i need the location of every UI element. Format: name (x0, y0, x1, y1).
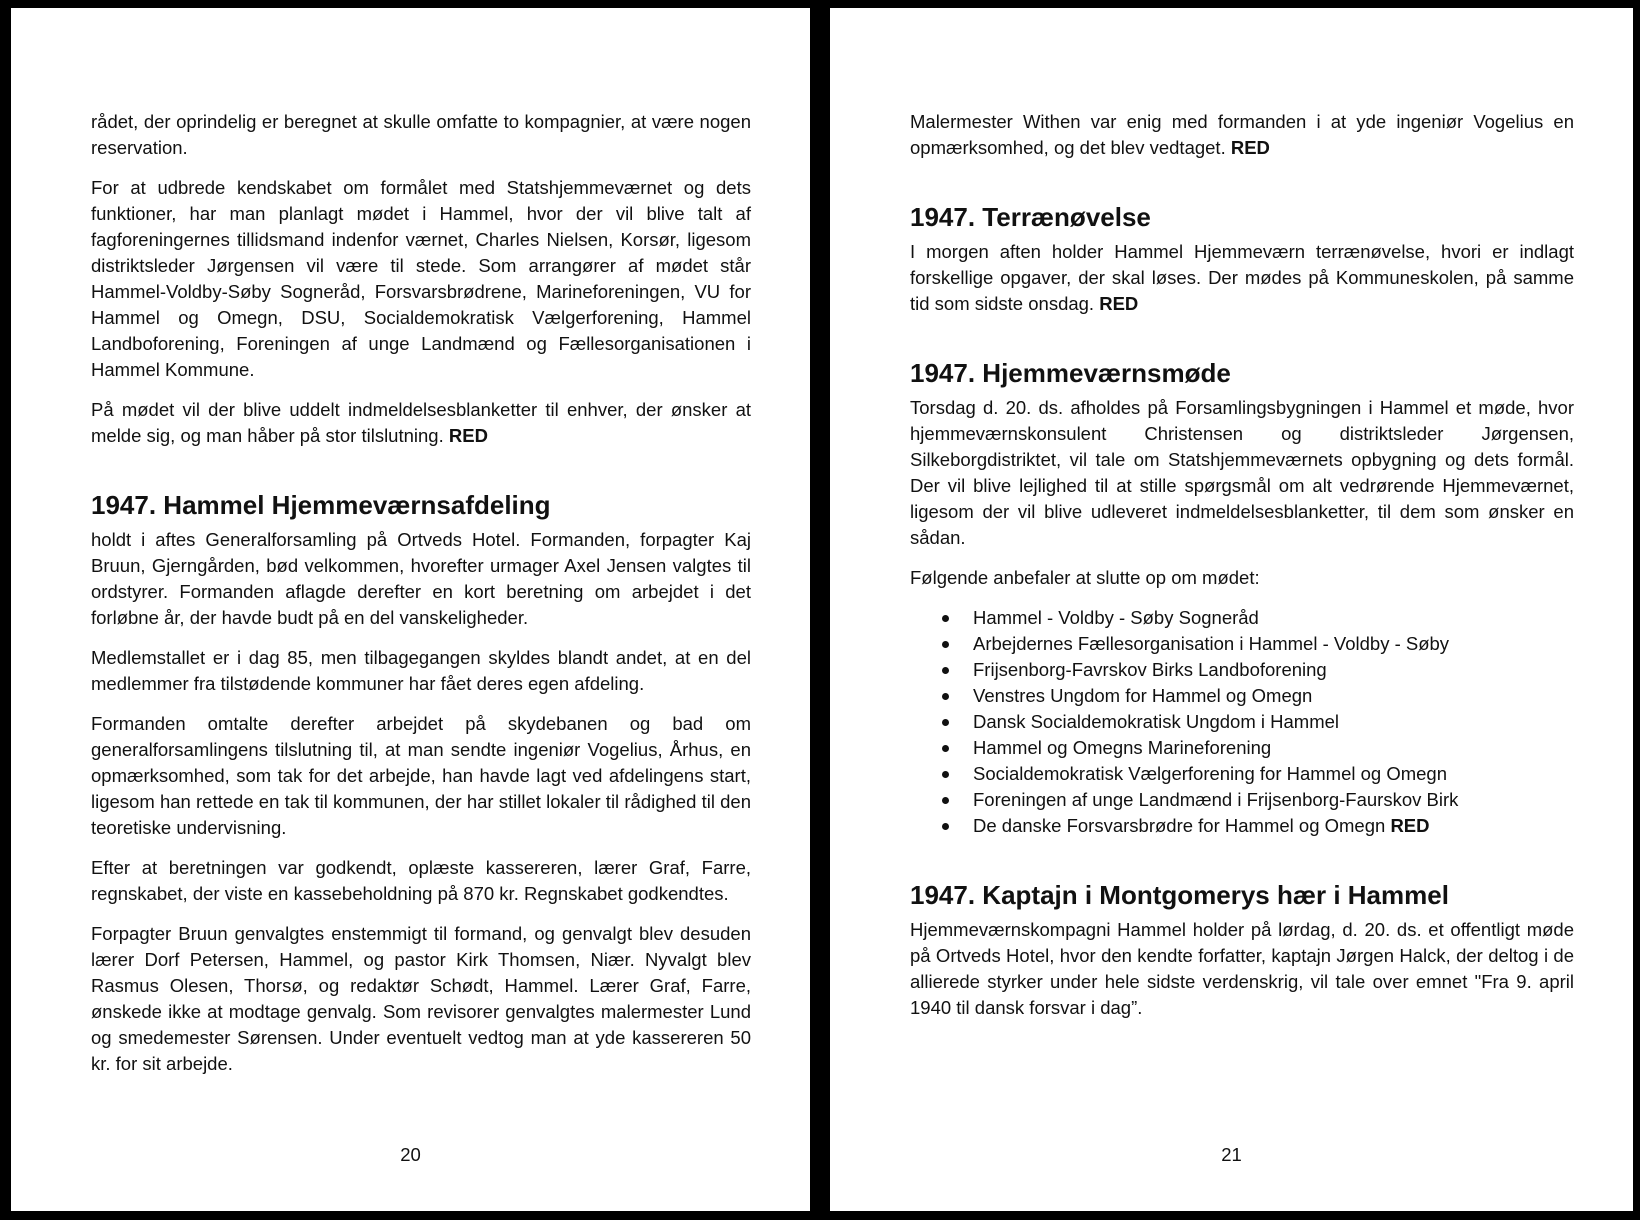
section-heading: 1947. Hjemmeværnsmøde (910, 358, 1231, 388)
bullet-icon (942, 771, 949, 778)
paragraph: holdt i aftes Generalforsamling på Ortveds Hotel. Formanden, forpagter Kaj Bruun, Gjerngården, bød velkommen, hvorefter urmager Axel Jensen valgtes til ordstyrer. Formanden aflagde derefter en kort beretning om arbejdet i det forløbne år, der havde budt på en del vanskeligheder. (91, 529, 751, 628)
list-item-text: Arbejdernes Fællesorganisation i Hammel - Voldby - Søby (973, 633, 1450, 654)
red-tag: RED (1390, 815, 1430, 836)
paragraph-text: I morgen aften holder Hammel Hjemmeværn terrænøvelse, hvori er indlagt forskellige opgaver, der skal løses. Der mødes på Kommuneskolen, på samme tid som sidste onsdag. (910, 241, 1574, 314)
section-heading: 1947. Kaptajn i Montgomerys hær i Hammel (910, 880, 1449, 910)
list-item (942, 787, 1574, 813)
paragraph: Torsdag d. 20. ds. afholdes på Forsamlingsbygningen i Hammel et møde, hvor hjemmeværnskonsulent Christensen og distriktsleder Jørgensen, Silkeborgdistriktet, vil tale om Statshjemmeværnets opbygning og dets formål. Der vil blive lejlighed til at stille spørgsmål om alt vedrørende Hjemmeværnet, ligesom der vil blive udleveret indmeldelsesblanketter, til dem som ønsker en sådan. (910, 397, 1574, 548)
bullet-icon (942, 797, 949, 804)
list-item-text: Hammel - Voldby - Søby Sogneråd (973, 607, 1259, 628)
list-item-text: Venstres Ungdom for Hammel og Omegn (973, 685, 1313, 706)
section-heading: 1947. Terrænøvelse (910, 202, 1151, 232)
list-item-text: Dansk Socialdemokratisk Ungdom i Hammel (973, 711, 1340, 732)
paragraph: Formanden omtalte derefter arbejdet på skydebanen og bad om generalforsamlingens tilslutning til, at man sendte ingeniør Vogelius, Århus, en opmærksomhed, som tak for det arbejde, han havde lagt ved afdelingens start, ligesom han rettede en tak til kommunen, der har stillet lokaler til rådighed til den teoretiske undervisning. (91, 713, 751, 838)
list-intro: Følgende anbefaler at slutte op om mødet: (910, 567, 1260, 588)
red-tag: RED (1230, 137, 1270, 158)
right-page-content (910, 109, 1574, 1035)
list-item (942, 735, 1574, 761)
paragraph: Medlemstallet er i dag 85, men tilbagegangen skyldes blandt andet, at en del medlemmer fra tilstødende kommuner har fået deres egen afdeling. (91, 647, 751, 694)
list-item-text: Socialdemokratisk Vælgerforening for Hammel og Omegn (973, 763, 1448, 784)
bullet-icon (942, 667, 949, 674)
left-page-content (91, 109, 751, 1091)
list-item (942, 657, 1574, 683)
red-tag: RED (1099, 293, 1139, 314)
list-item (942, 631, 1574, 657)
right-page (830, 8, 1633, 1211)
section-heading: 1947. Hammel Hjemmeværnsafdeling (91, 490, 551, 520)
paragraph: Hjemmeværnskompagni Hammel holder på lørdag, d. 20. ds. et offentligt møde på Ortveds Hotel, hvor den kendte forfatter, kaptajn Jørgen Halck, der deltog i de allierede styrker under hele sidste verdenskrig, vil tale over emnet "Fra 9. april 1940 til dansk forsvar i dag”. (910, 919, 1574, 1018)
organization-list (910, 605, 1574, 839)
page-number: 20 (400, 1144, 421, 1165)
bullet-icon (942, 745, 949, 752)
page-number: 21 (1221, 1144, 1242, 1165)
paragraph-text: På mødet vil der blive uddelt indmeldelsesblanketter til enhver, der ønsker at melde sig, og man håber på stor tilslutning. (91, 399, 751, 446)
bullet-icon (942, 719, 949, 726)
list-item (942, 813, 1574, 839)
list-item-text: Frijsenborg-Favrskov Birks Landboforening (973, 659, 1327, 680)
paragraph-text: Malermester Withen var enig med formanden i at yde ingeniør Vogelius en opmærksomhed, og det blev vedtaget. (910, 111, 1574, 158)
list-item (942, 605, 1574, 631)
paragraph: Forpagter Bruun genvalgtes enstemmigt til formand, og genvalgt blev desuden lærer Dorf Petersen, Hammel, og pastor Kirk Thomsen, Niær. Nyvalgt blev Rasmus Olesen, Thorsø, og redaktør Schødt, Hammel. Lærer Graf, Farre, ønskede ikke at modtage genvalg. Som revisorer genvalgtes malermester Lund og smedemester Sørensen. Under eventuelt vedtog man at yde kassereren 50 kr. for sit arbejde. (91, 923, 751, 1074)
paragraph: rådet, der oprindelig er beregnet at skulle omfatte to kompagnier, at være nogen reservation. (91, 111, 751, 158)
list-item-text: Foreningen af unge Landmænd i Frijsenborg-Faurskov Birk (973, 789, 1459, 810)
left-page (11, 8, 810, 1211)
list-item (942, 761, 1574, 787)
bullet-icon (942, 693, 949, 700)
paragraph (91, 397, 751, 449)
red-tag: RED (448, 425, 488, 446)
list-item-text: Hammel og Omegns Marineforening (973, 737, 1272, 758)
paragraph: For at udbrede kendskabet om formålet med Statshjemmeværnet og dets funktioner, har man planlagt mødet i Hammel, hvor der vil blive talt af fagforeningernes tillidsmand indenfor værnet, Charles Nielsen, Korsør, ligesom distriktsleder Jørgensen vil være til stede. Som arrangører af mødet står Hammel-Voldby-Søby Sogneråd, Forsvarsbrødrene, Marineforeningen, VU for Hammel og Omegn, DSU, Socialdemokratisk Vælgerforening, Hammel Landboforening, Foreningen af unge Landmænd og Fællesorganisationen i Hammel Kommune. (91, 177, 751, 380)
bullet-icon (942, 615, 949, 622)
bullet-icon (942, 823, 949, 830)
list-item (942, 683, 1574, 709)
bullet-icon (942, 641, 949, 648)
paragraph (910, 109, 1574, 161)
paragraph (910, 239, 1574, 317)
list-item (942, 709, 1574, 735)
paragraph: Efter at beretningen var godkendt, oplæste kassereren, lærer Graf, Farre, regnskabet, der viste en kassebeholdning på 870 kr. Regnskabet godkendtes. (91, 857, 751, 904)
list-item-text: De danske Forsvarsbrødre for Hammel og Omegn (973, 815, 1386, 836)
